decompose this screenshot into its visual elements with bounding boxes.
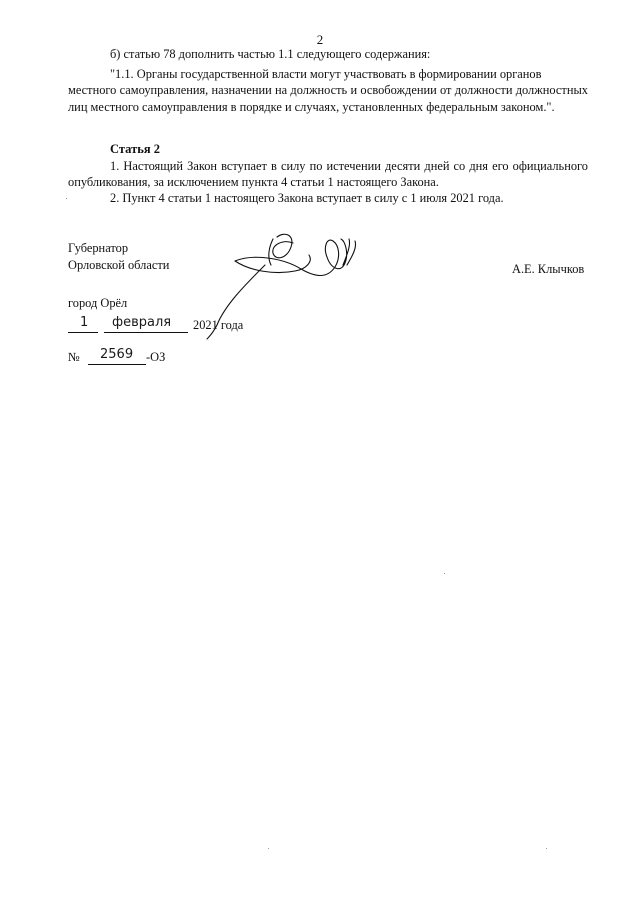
amendment-quote-rest: местного самоуправления, назначении на должность и освобождении от должности должностных лиц местного самоуправления в порядке и случаях, установленных федеральным законом.". <box>68 83 588 114</box>
amendment-quote-line1: "1.1. Органы государственной власти могут участвовать в формировании органов <box>110 67 542 81</box>
amendment-quote <box>68 66 588 115</box>
article-2-paragraph-2: 2. Пункт 4 статьи 1 настоящего Закона вступает в силу с 1 июля 2021 года. <box>110 191 504 205</box>
law-number: 2569 <box>100 347 134 362</box>
date-line <box>68 316 268 340</box>
month-underline <box>104 332 188 333</box>
scan-speck <box>268 848 269 849</box>
governor-title <box>68 240 169 274</box>
page-number: 2 <box>316 32 324 47</box>
day-underline <box>68 332 98 333</box>
scan-speck <box>444 573 445 574</box>
scan-speck <box>66 198 67 199</box>
governor-name: А.Е. Клычков <box>512 262 585 276</box>
scan-speck <box>546 848 547 849</box>
date-month: февраля <box>112 315 172 330</box>
article-2-heading: Статья 2 <box>110 142 160 156</box>
number-sign: № <box>68 350 80 364</box>
article-2-paragraph-1: 1. Настоящий Закон вступает в силу по истечении десяти дней со дня его официального опубликования, за исключением пункта 4 статьи 1 настоящего Закона. <box>68 159 588 190</box>
number-underline <box>88 364 146 365</box>
date-day: 1 <box>80 315 89 330</box>
date-year: 2021 года <box>193 318 244 332</box>
governor-title-line2: Орловской области <box>68 258 170 272</box>
city-line: город Орёл <box>68 296 128 310</box>
amendment-intro: б) статью 78 дополнить частью 1.1 следующего содержания: <box>110 47 431 61</box>
governor-title-line1: Губернатор <box>68 241 129 255</box>
law-number-line <box>68 347 208 374</box>
law-number-suffix: -ОЗ <box>146 350 166 364</box>
